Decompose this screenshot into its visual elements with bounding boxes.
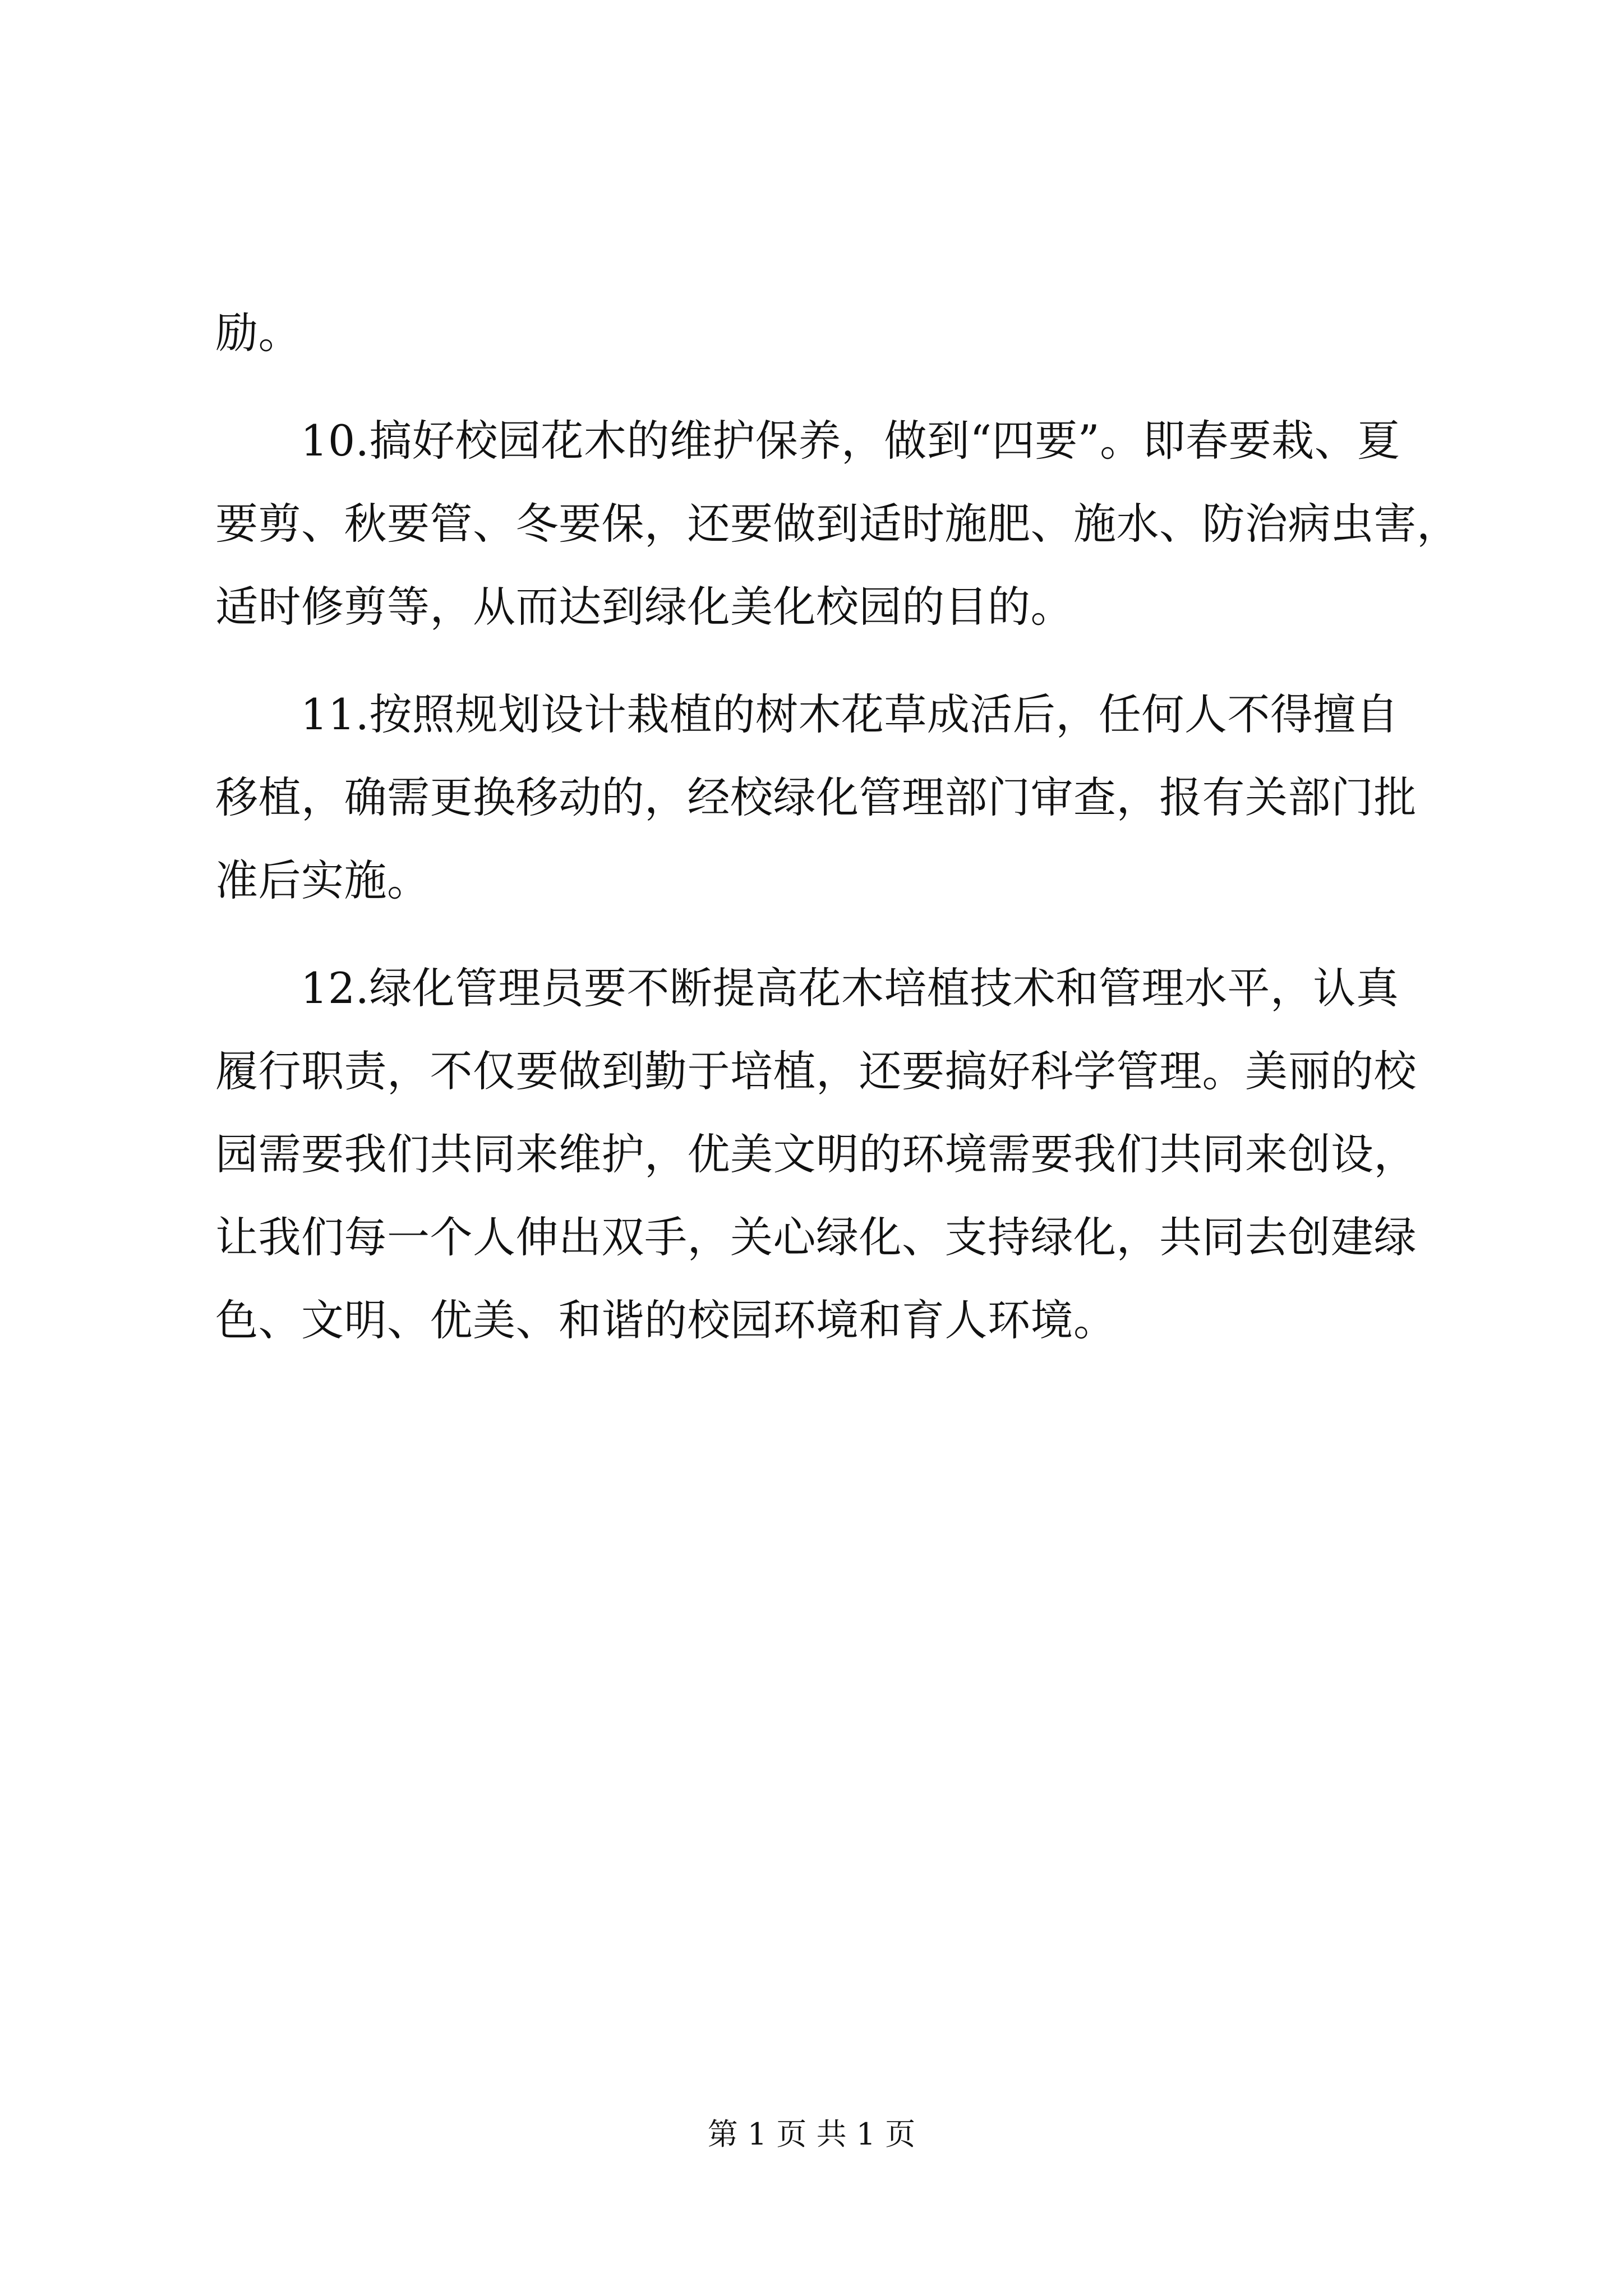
paragraph-line: 移植，确需更换移动的，经校绿化管理部门审查，报有关部门批 [215, 772, 1417, 822]
paragraph-line: 10.搞好校园花木的维护保养，做到“四要”。即春要栽、夏 [301, 416, 1400, 466]
paragraph-item-12 [215, 947, 1427, 1362]
paragraph-continuation [215, 292, 1427, 375]
paragraph-line: 园需要我们共同来维护，优美文明的环境需要我们共同来创设， [215, 1129, 1417, 1179]
paragraph-line: 履行职责，不仅要做到勤于培植，还要搞好科学管理。美丽的校 [215, 1046, 1417, 1096]
paragraph-line: 色、文明、优美、和谐的校园环境和育人环境。 [215, 1295, 1117, 1345]
paragraph-line: 励。 [215, 308, 301, 358]
paragraph-line: 12.绿化管理员要不断提高花木培植技术和管理水平，认真 [301, 963, 1399, 1013]
paragraph-line: 准后实施。 [215, 855, 430, 905]
paragraph-item-11 [215, 673, 1427, 922]
paragraph-line: 要剪、秋要管、冬要保，还要做到适时施肥、施水、防治病虫害， [215, 499, 1460, 549]
paragraph-line: 适时修剪等，从而达到绿化美化校园的目的。 [215, 582, 1073, 632]
page-number-label: 第 1 页 共 1 页 [707, 2116, 916, 2152]
paragraph-line: 11.按照规划设计栽植的树木花草成活后，任何人不得擅自 [301, 689, 1399, 739]
page-footer [0, 2115, 1623, 2154]
paragraph-item-10 [215, 399, 1460, 648]
document-body [215, 292, 1460, 1362]
paragraph-line: 让我们每一个人伸出双手，关心绿化、支持绿化，共同去创建绿 [215, 1212, 1417, 1262]
